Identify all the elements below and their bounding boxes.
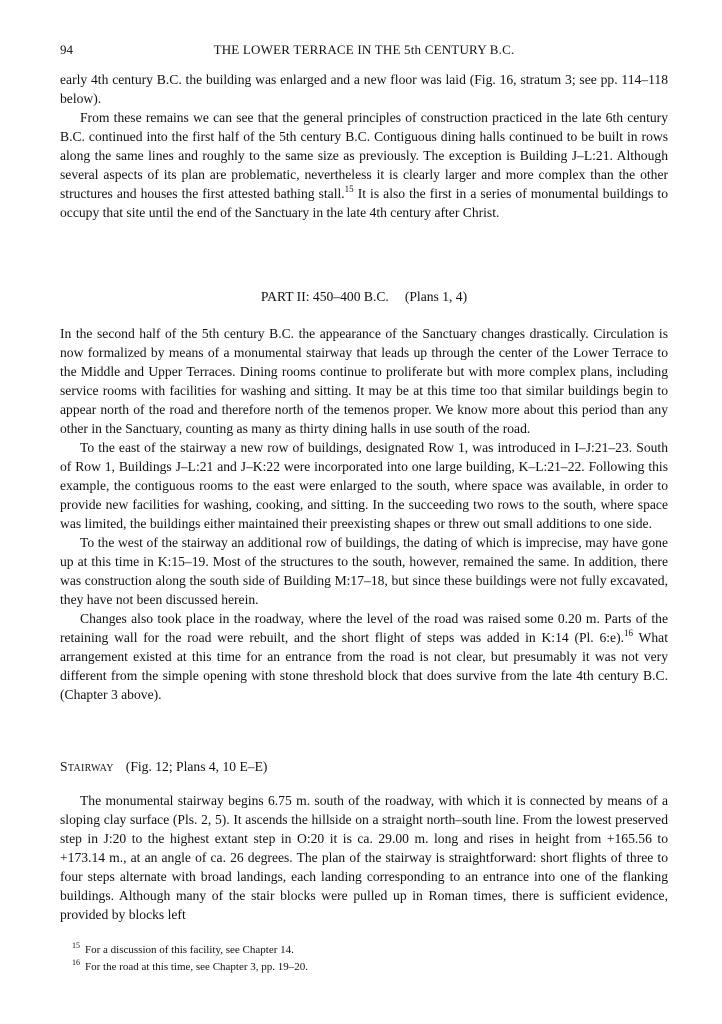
section-heading	[60, 287, 668, 306]
paragraph-text: It is also the first in a series of monumental buildings to occupy that site until the end of the Sanctuary in the late 4th century after Christ.	[60, 186, 668, 220]
subsection-heading	[60, 757, 668, 776]
footnote-number: 15	[72, 941, 80, 950]
footnote-ref[interactable]: 16	[624, 628, 634, 638]
footnote-text: For the road at this time, see Chapter 3, pp. 19–20.	[85, 961, 309, 973]
part-plans-ref: (Plans 1, 4)	[404, 289, 468, 304]
footnote	[72, 942, 662, 959]
paragraph: early 4th century B.C. the building was enlarged and a new floor was laid (Fig. 16, stratum 3; see pp. 114–118 below).	[60, 72, 668, 106]
footnotes	[72, 942, 662, 976]
stairway-section	[60, 791, 668, 924]
part2-section	[60, 324, 668, 704]
paragraph	[60, 108, 668, 222]
paragraph: In the second half of the 5th century B.C. the appearance of the Sanctuary changes drastically. Circulation is now formalized by means of a monumental stairway that leads up through the center of the Lower Terrace to the Middle and Upper Terraces. Dining rooms continue to proliferate but with more complex plans, including service rooms with facilities for washing and sitting. It may be at this time too that similar buildings begin to appear north of the road and therefore north of the temenos proper. We know more about this period than any other in the Sanctuary, counting as many as thirty dining halls in use south of the road.	[60, 326, 668, 436]
paragraph: The monumental stairway begins 6.75 m. south of the roadway, with which it is connected by means of a sloping clay surface (Pls. 2, 5). It ascends the hillside on a straight north–south line. From the lowest preserved step in J:20 to the highest extant step in O:20 it is ca. 29.00 m. long and rises in height from +165.56 to +173.14 m., at an angle of ca. 26 degrees. The plan of the stairway is straightforward: short flights of three to four steps alternate with broad landings, each landing corresponding to an entrance into one of the flanking buildings. Although many of the stair blocks were pulled up in Roman times, there is sufficient evidence, provided by blocks left	[60, 793, 668, 922]
footnote-text: For a discussion of this facility, see Chapter 14.	[85, 944, 294, 956]
paragraph-text: From these remains we can see that the general principles of construction practiced in the late 6th century B.C. continued into the first half of the 5th century B.C. Contiguous dining halls continued to be built in rows along the same lines and roughly to the same size as previously. The exception is Building J–L:21. Although several aspects of its plan are problematic, nevertheless it is clearly larger and more complex than the other structures and houses the first attested bathing stall.	[60, 110, 668, 201]
intro-section	[60, 70, 668, 222]
running-title: THE LOWER TERRACE IN THE 5th CENTURY B.C.	[213, 42, 515, 57]
part-title: PART II: 450–400 B.C.	[260, 289, 389, 304]
subsection-refs: (Fig. 12; Plans 4, 10 E–E)	[125, 759, 268, 774]
running-header	[60, 42, 668, 62]
paragraph-text: Changes also took place in the roadway, where the level of the road was raised some 0.20 m. Parts of the retaining wall for the road were rebuilt, and the short flight of steps was added in K:14 (Pl. 6:e).	[60, 611, 668, 645]
footnote	[72, 959, 662, 976]
subsection-title: Stairway	[60, 759, 114, 774]
paragraph-text: What arrangement existed at this time for an entrance from the road is not clear, but presumably it was not very different from the simple opening with stone threshold block that does survive from the late 4th century B.C. (Chapter 3 above).	[60, 630, 668, 702]
paragraph: To the east of the stairway a new row of buildings, designated Row 1, was introduced in I–J:21–23. South of Row 1, Buildings J–L:21 and J–K:22 were incorporated into one large building, K–L:21–22. Following this example, the contiguous rooms to the east were enlarged to the south, where space was available, in order to provide new facilities for washing, cooking, and sitting. In the succeeding two rows to the south, where space was limited, the buildings either maintained their preexisting shapes or threw out small additions to one side.	[60, 440, 668, 531]
page-number: 94	[60, 42, 73, 57]
footnote-ref[interactable]: 15	[344, 184, 354, 194]
paragraph: To the west of the stairway an additional row of buildings, the dating of which is imprecise, may have gone up at this time in K:15–19. Most of the structures to the south, however, remained the same. In addition, there was construction along the south side of Building M:17–18, but since these buildings were not fully excavated, they have not been discussed herein.	[60, 535, 668, 607]
paragraph	[60, 609, 668, 704]
footnote-number: 16	[72, 958, 80, 967]
